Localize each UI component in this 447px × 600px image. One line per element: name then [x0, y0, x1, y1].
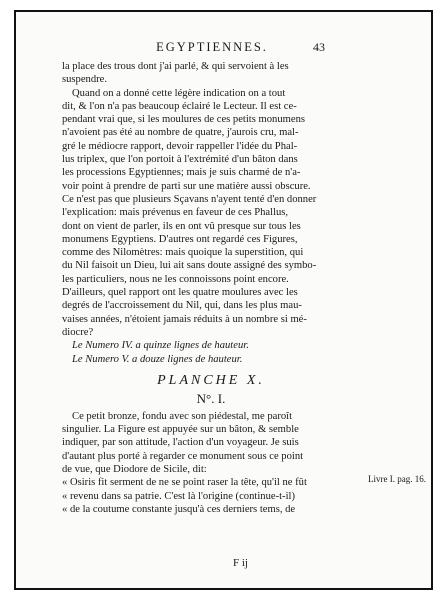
quote-line: « de la coutume constante jusqu'à ces derniers tems, de [62, 503, 296, 515]
text-line: indiquer, par son attitude, l'action d'un voyageur. Je suis [62, 437, 299, 449]
text-line: suspendre. [62, 74, 108, 86]
text-line: Ce petit bronze, fondu avec son piédestal, me paroît [72, 410, 293, 422]
plate-heading: PLANCHE X. [157, 372, 265, 388]
margin-note: Livre I. pag. 16. [368, 474, 426, 484]
text-line: n'avoient pas été au nombre de quatre, j'aurois cru, mal- [62, 127, 299, 139]
text-line: degrés de l'accroissement du Nil, qui, dans les plus mau- [62, 300, 302, 312]
quote-line: « Osiris fit serment de ne se point raser la tête, qu'il ne fût [62, 477, 307, 489]
text-line: Quand on a donné cette légère indication on a tout [72, 87, 286, 99]
signature-mark: F ij [233, 557, 248, 569]
text-line: vaises années, n'étoient jamais réduits à un nombre si mé- [62, 313, 307, 325]
page-number: 43 [313, 40, 325, 54]
figure-caption: Le Numero IV. a quinze lignes de hauteur. [72, 340, 249, 352]
text-line: singulier. La Figure est appuyée sur un bâton, & semble [62, 424, 299, 436]
text-line: pendant vrai que, si les moulures de ces petits monumens [62, 114, 306, 126]
plate-number: N°. I. [196, 390, 226, 406]
text-line: dit, & l'on n'a pas beaucoup éclairé le Lecteur. Il est ce- [62, 100, 297, 112]
running-title: EGYPTIENNES. [156, 40, 268, 54]
text-line: du Nil faisoit un Dieu, lui ait sans doute assigné des symbo- [62, 260, 317, 272]
text-line: D'ailleurs, quel rapport ont les quatre moulures avec les [62, 287, 298, 299]
text-line: Ce n'est pas que plusieurs Sçavans n'ayent tenté d'en donner [62, 193, 317, 205]
text-line: les processions Egyptiennes; mais je suis charmé de n'a- [62, 167, 301, 179]
text-line: diocre? [62, 326, 94, 338]
text-line: monumens Egyptiens. D'autres ont regardé ces Figures, [62, 233, 298, 245]
text-line: lus triplex, que l'on portoit à l'extrémité d'un bâton dans [62, 154, 298, 166]
quote-line: « revenu dans sa patrie. C'est là l'origine (continue-t-il) [62, 490, 295, 502]
text-line: gré le médiocre rapport, devoir rappeller l'idée du Phal- [62, 140, 298, 152]
text-line: de vue, que Diodore de Sicile, dit: [62, 464, 207, 476]
text-line: comme des Nilomètres: mais quoique la superstition, qui [62, 247, 304, 259]
text-line: les particuliers, nous ne les connoissons point encore. [62, 273, 289, 285]
main-text [62, 60, 360, 516]
text-line: l'explication: mais prévenus en faveur de ces Phallus, [62, 207, 289, 219]
text-line: la place des trous dont j'ai parlé, & qui servoient à les [62, 61, 289, 72]
figure-caption: Le Numero V. a douze lignes de hauteur. [72, 353, 243, 365]
text-line: dont on vient de parler, ils en ont vû presque sur tous les [62, 220, 301, 232]
text-line: d'autant plus porté à regarder ce monument sous ce point [62, 450, 304, 462]
text-line: voir point à prendre de parti sur une matière aussi obscure. [62, 180, 311, 192]
